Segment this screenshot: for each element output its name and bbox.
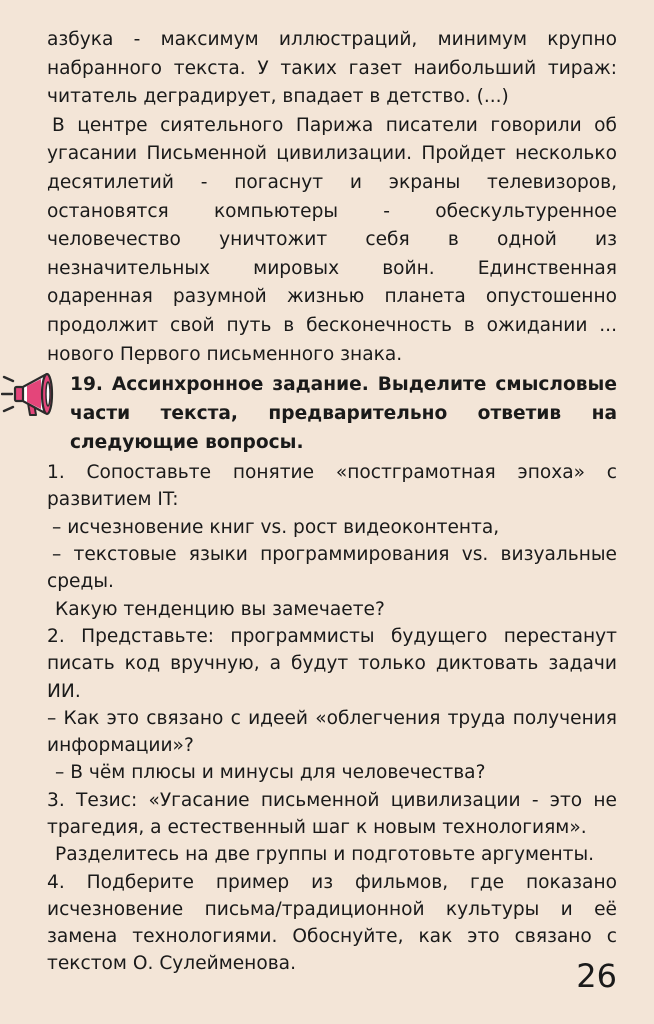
question-2-item-a: – Как это связано с идеей «облегчения труда получения информации»? [47, 707, 617, 757]
page-number: 26 [576, 957, 617, 995]
paragraph-1: азбука - максимум иллюстраций, минимум крупно набранного текста. У таких газет наибольший тираж: читатель деградирует, впадает в детство. (...) [47, 29, 617, 108]
task-heading: 19. Ассинхронное задание. Выделите смысловые части текста, предварительно ответив на следующие вопросы. [70, 374, 617, 454]
question-1-prompt: Какую тенденцию вы замечаете? [55, 598, 385, 620]
paragraph-2: В центре сиятельного Парижа писатели говорили об угасании Письменной цивилизации. Пройдет несколько десятилетий - погаснут и экраны телевизоров, остановятся компьютеры - обескультуренное человечество уничтожит себя в одной из незначительных мировых войн. Единственная одаренная разумной жизнью планета опустошенно продолжит свой путь в бесконечность в ожидании ... нового Первого письменного знака. [47, 114, 617, 365]
question-1-item-b: – текстовые языки программирования vs. визуальные среды. [47, 544, 617, 593]
task-block [47, 370, 617, 457]
question-1-item-a: – исчезновение книг vs. рост видеоконтента, [52, 516, 500, 538]
question-4: 4. Подберите пример из фильмов, где показано исчезновение письма/традиционной культуры и её замена технологиями. Обоснуйте, как это связано с текстом О. Сулейменова. [47, 871, 617, 975]
question-list [47, 459, 617, 978]
question-2-item-b: – В чём плюсы и минусы для человечества? [55, 762, 486, 784]
question-2: 2. Представьте: программисты будущего перестанут писать код вручную, а будут только диктовать задачи ИИ. [47, 625, 617, 702]
question-3-prompt: Разделитесь на две группы и подготовьте аргументы. [55, 844, 595, 866]
question-1: 1. Сопоставьте понятие «постграмотная эпоха» с развитием IT: [47, 462, 617, 511]
question-3: 3. Тезис: «Угасание письменной цивилизации - это не трагедия, а естественный шаг к новым технологиям». [47, 789, 617, 838]
document-page [47, 26, 617, 978]
megaphone-icon [1, 370, 61, 418]
